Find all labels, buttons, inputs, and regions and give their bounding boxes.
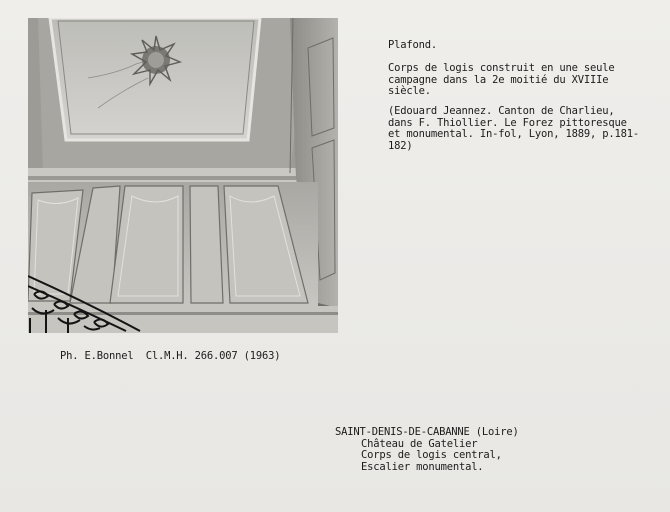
ceiling-photo-drawing — [28, 18, 338, 333]
reference-line: et monumental. In-fol, Lyon, 1889, p.181- — [388, 128, 639, 140]
location-commune: SAINT-DENIS-DE-CABANNE (Loire) — [335, 426, 519, 438]
description-line: campagne dans la 2e moitié du XVIIIe — [388, 73, 609, 86]
description-line: Corps de logis construit en une seule — [388, 62, 615, 74]
location-detail-line: Château de Gatelier — [361, 437, 478, 450]
reference-line: 182) — [388, 139, 413, 152]
location-detail-line: Corps de logis central, — [361, 449, 502, 461]
caption-title: Plafond. — [388, 39, 437, 51]
location-details — [361, 439, 502, 474]
caption-reference — [388, 106, 639, 152]
description-line: siècle. — [388, 85, 431, 97]
reference-line: dans F. Thiollier. Le Forez pittoresque — [388, 116, 627, 129]
reference-line: (Edouard Jeannez. Canton de Charlieu, — [388, 105, 615, 117]
ceiling-photo — [28, 18, 338, 333]
photo-credit: Ph. E.Bonnel Cl.M.H. 266.007 (1963) — [60, 350, 281, 362]
location-detail-line: Escalier monumental. — [361, 460, 484, 473]
caption-description — [388, 63, 615, 98]
